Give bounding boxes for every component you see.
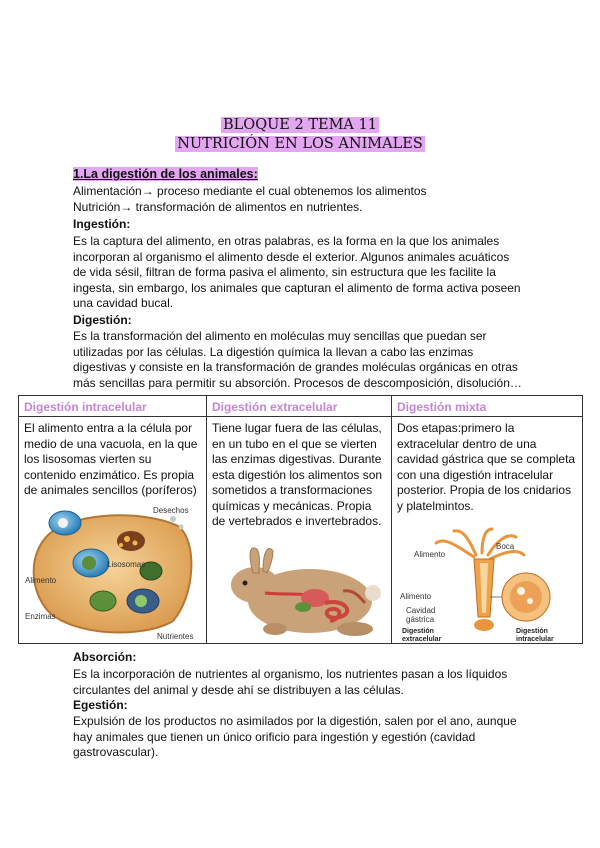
text-line: de vertebrados e invertebrados. <box>212 514 382 528</box>
cell-mixta-text <box>392 417 582 514</box>
digestion-types-table <box>18 395 583 644</box>
text-line: utilizadas por las células. La digestión química la llevan a cabo las enzimas <box>73 344 474 359</box>
text-line: circulantes del animal y desde ahí se distribuyen a las células. <box>73 682 404 697</box>
text-line: extracelular dentro de una <box>397 436 537 451</box>
cell-intracelular <box>19 417 207 644</box>
text-line: y platelmintos. <box>397 498 474 513</box>
cell-intracelular-text <box>19 417 206 499</box>
text-line: digestivas y consiste en la transformación de grandes moléculas orgánicas en otras <box>73 360 518 375</box>
text-line: sometidos a transformaciones <box>212 483 373 497</box>
digestion-paragraph <box>73 329 533 391</box>
hydra-label-dig-ext-1: Digestión <box>402 628 434 635</box>
hydra-illustration <box>396 527 580 643</box>
text-line: una cavidad bucal. <box>73 296 174 311</box>
text-line: ingesta, sin embargo, los animales que capturan el alimento de forma activa poseen <box>73 280 521 295</box>
text-line: hay animales que tienen un único orificio para ingestión y egestión (cavidad <box>73 729 476 744</box>
text-line: en un tubo en el que se vierten <box>212 436 377 451</box>
text-line: químicas y mecánicas. Propia <box>212 498 372 513</box>
label-nutrientes: Nutrientes <box>157 632 194 641</box>
label-alimento: Alimento <box>25 576 57 585</box>
text-line: los lisosomas vierten su <box>24 452 152 466</box>
text-line: con una digestión intracelular <box>397 467 554 482</box>
text-line: de animales sencillos (poríferos) <box>24 483 197 497</box>
text-line: Expulsión de los productos no asimilados por la digestión, salen por el ano, aunque <box>73 714 517 728</box>
text-line: medio de una vacuola, en la que <box>24 436 198 451</box>
hydra-label-dig-ext-2: extracelular <box>402 636 442 643</box>
text-line: más sencillas para permitir su absorción. Procesos de descomposición, disolución… <box>73 375 522 390</box>
hydra-label-cavidad: Cavidad <box>406 606 436 615</box>
ingestion-paragraph <box>73 234 533 312</box>
text-line: incorporan al organismo el alimento desde el exterior. Algunos animales acuáticos <box>73 249 510 264</box>
hydra-label-boca: Boca <box>496 542 515 551</box>
text-line: posterior. Propia de los cnidarios <box>397 483 572 497</box>
header-mixta: Digestión mixta <box>392 396 583 417</box>
label-desechos: Desechos <box>153 506 189 515</box>
label-enzimas: Enzimas <box>25 612 56 621</box>
hydra-label-alimento-2: Alimento <box>400 592 432 601</box>
cell-extracelular <box>207 417 392 644</box>
text-line: Dos etapas:primero la <box>397 421 515 435</box>
def-alimentacion: Alimentación→ proceso mediante el cual obtenemos los alimentos <box>73 184 427 198</box>
cell-extracelular-text <box>207 417 391 530</box>
cell-mixta <box>392 417 583 644</box>
intracellular-cell-illustration <box>23 501 203 641</box>
text-line: cavidad gástrica que se completa <box>397 452 576 466</box>
title-line-2: NUTRICIÓN EN LOS ANIMALES <box>177 136 423 152</box>
egestion-paragraph <box>73 714 533 761</box>
rabbit-digestive-illustration <box>215 543 385 643</box>
ingestion-heading: Ingestión: <box>73 217 131 231</box>
section-heading: 1.La digestión de los animales: <box>73 167 258 181</box>
header-extracelular: Digestión extracelular <box>207 396 392 417</box>
text-line: gastrovascular). <box>73 745 159 760</box>
hydra-label-gastrica: gástrica <box>406 615 435 624</box>
def-nutricion: Nutrición→ transformación de alimentos en nutrientes. <box>73 199 363 214</box>
absorcion-heading: Absorción: <box>73 650 137 664</box>
egestion-heading: Egestión: <box>73 698 128 712</box>
hydra-label-alimento: Alimento <box>414 550 446 559</box>
absorcion-paragraph <box>73 667 533 698</box>
text-line: Es la transformación del alimento en moléculas muy sencillas que puedan ser <box>73 329 487 343</box>
text-line: las enzimas digestivas. Durante <box>212 452 382 466</box>
label-lisosomas: Lisosomas <box>107 560 146 569</box>
text-line: Es la captura del alimento, en otras palabras, es la forma en la que los animales <box>73 234 500 248</box>
text-line: esta digestión los alimentos son <box>212 467 383 482</box>
text-line: de vida sésil, filtran de forma pasiva el alimento, sin estructura que les facilite la <box>73 265 496 280</box>
hydra-label-dig-int-2: intracelular <box>516 636 554 643</box>
text-line: Tiene lugar fuera de las células, <box>212 421 382 435</box>
text-line: El alimento entra a la célula por <box>24 421 193 435</box>
title-line-1: BLOQUE 2 TEMA 11 <box>223 117 377 133</box>
hydra-label-dig-int-1: Digestión <box>516 628 548 635</box>
digestion-heading: Digestión: <box>73 313 132 327</box>
text-line: Es la incorporación de nutrientes al organismo, los nutrientes pasan a los líquidos <box>73 667 508 681</box>
header-intracelular: Digestión intracelular <box>19 396 207 417</box>
text-line: contenido enzimático. Es propia <box>24 467 195 482</box>
